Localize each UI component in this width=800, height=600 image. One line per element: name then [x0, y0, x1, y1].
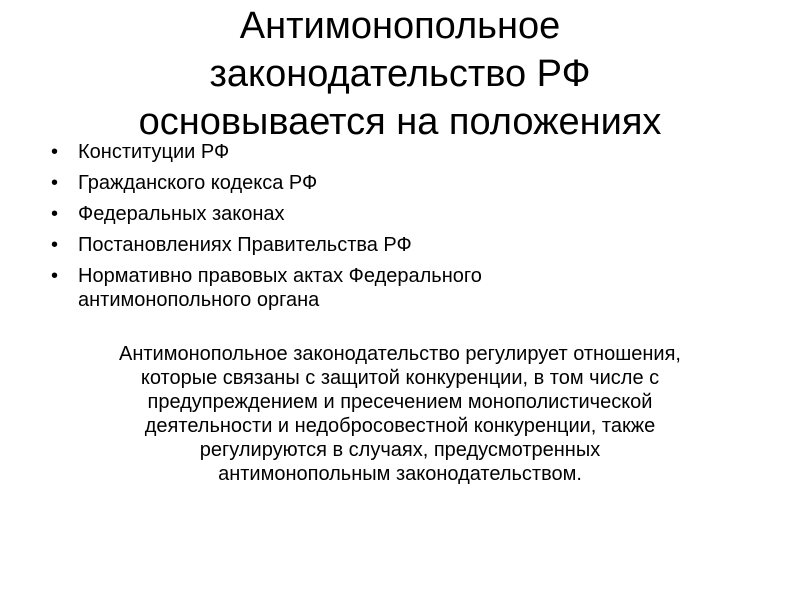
title-line: законодательство РФ	[209, 53, 591, 95]
bullet-marker: •	[51, 265, 59, 287]
bullet-marker: •	[51, 172, 59, 194]
bullet-item	[48, 202, 768, 226]
slide-title	[0, 2, 800, 146]
title-line: Антимонопольное	[239, 5, 561, 47]
bullet-text: антимонопольного органа	[78, 289, 320, 311]
bullet-item	[48, 264, 768, 312]
bullet-text: Федеральных законах	[78, 203, 285, 225]
title-line: основывается на положениях	[138, 101, 662, 143]
bullet-text: Постановлениях Правительства РФ	[78, 234, 412, 256]
bullet-item	[48, 171, 768, 195]
bullet-text: Конституции РФ	[78, 141, 230, 163]
bullet-item	[48, 140, 768, 164]
summary-paragraph	[0, 342, 800, 486]
paragraph-line: деятельности и недобросовестной конкуренции, также	[144, 415, 656, 437]
paragraph-line: антимонопольным законодательством.	[218, 463, 582, 485]
bullet-text: Нормативно правовых актах Федерального	[78, 265, 482, 287]
bullet-list	[48, 140, 768, 319]
bullet-marker: •	[51, 234, 59, 256]
bullet-text: Гражданского кодекса РФ	[78, 172, 318, 194]
bullet-item	[48, 233, 768, 257]
paragraph-line: предупреждением и пресечением монополистической	[147, 391, 653, 413]
paragraph-line: регулируются в случаях, предусмотренных	[199, 439, 601, 461]
bullet-marker: •	[51, 141, 59, 163]
paragraph-line: Антимонопольное законодательство регулирует отношения,	[119, 343, 681, 365]
bullet-marker: •	[51, 203, 59, 225]
paragraph-line: которые связаны с защитой конкуренции, в том числе с	[140, 367, 660, 389]
